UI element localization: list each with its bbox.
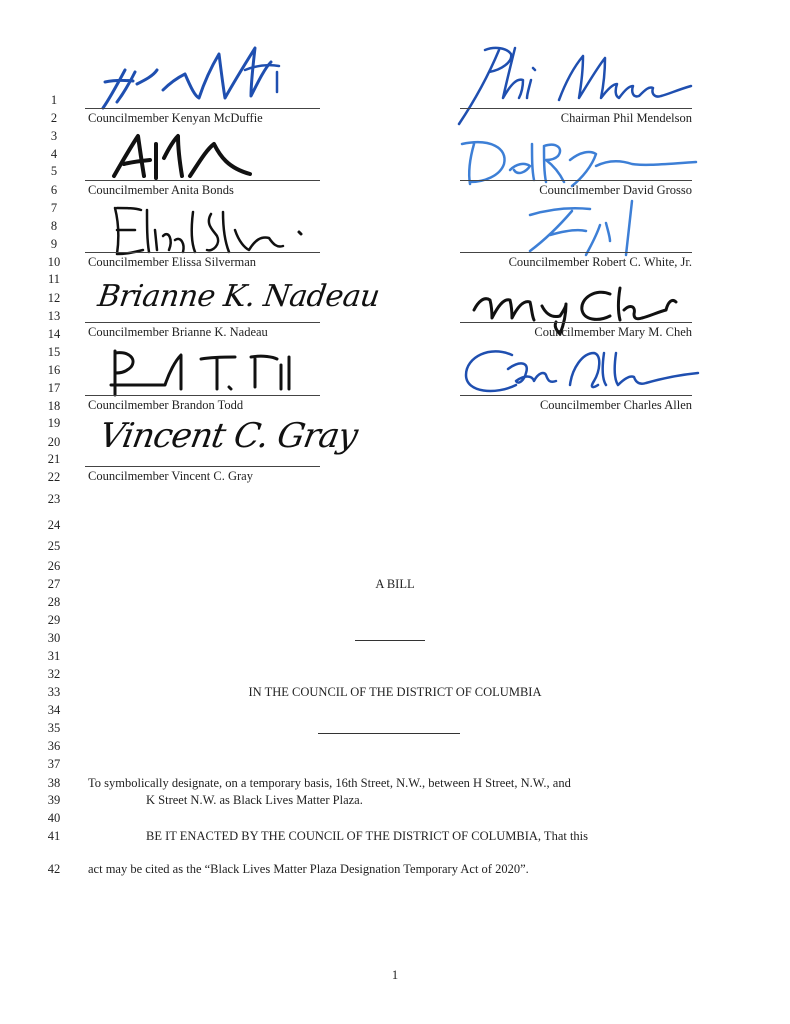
line-number: 37: [47, 757, 61, 771]
signature-line: [460, 108, 692, 109]
signature-allen: [460, 345, 700, 400]
signature-line: [85, 180, 320, 181]
signature-silverman: [105, 200, 305, 260]
council-heading: IN THE COUNCIL OF THE DISTRICT OF COLUMBIA: [248, 685, 542, 699]
signature-line: [85, 466, 320, 467]
line-number: 14: [47, 327, 61, 341]
signature-line: [460, 322, 692, 323]
line-number: 2: [50, 111, 58, 125]
signatory-name: Councilmember David Grosso: [539, 183, 692, 197]
line-number: 36: [47, 739, 61, 753]
line-number: 24: [47, 518, 61, 532]
signature-line: [85, 108, 320, 109]
bill-purpose-line-1: To symbolically designate, on a temporary basis, 16th Street, N.W., between H Street, N.W., and: [88, 776, 571, 790]
line-number: 4: [50, 147, 58, 161]
council-rule: [318, 733, 460, 734]
line-number: 11: [47, 272, 61, 286]
line-number: 21: [47, 452, 61, 466]
signatory-name: Councilmember Brianne K. Nadeau: [88, 325, 268, 339]
line-number: 28: [47, 595, 61, 609]
line-number: 32: [47, 667, 61, 681]
line-number: 35: [47, 721, 61, 735]
signature-line: [460, 252, 692, 253]
signature-gray: Vincent C. Gray: [96, 416, 361, 456]
signature-line: [85, 395, 320, 396]
line-number: 23: [47, 492, 61, 506]
line-number: 10: [47, 255, 61, 269]
signatory-name: Councilmember Kenyan McDuffie: [88, 111, 263, 125]
enacting-clause-line-2: act may be cited as the “Black Lives Matter Plaza Designation Temporary Act of 2020”.: [88, 862, 529, 876]
line-number: 38: [47, 776, 61, 790]
line-number: 17: [47, 381, 61, 395]
line-number: 20: [47, 435, 61, 449]
signature-mcduffie: [95, 40, 295, 115]
line-number: 26: [47, 559, 61, 573]
line-number: 12: [47, 291, 61, 305]
line-number: 40: [47, 811, 61, 825]
signatory-name: Councilmember Vincent C. Gray: [88, 469, 253, 483]
signatory-name: Councilmember Mary M. Cheh: [534, 325, 692, 339]
line-number: 13: [47, 309, 61, 323]
line-number: 27: [47, 577, 61, 591]
line-number: 39: [47, 793, 61, 807]
line-number: 30: [47, 631, 61, 645]
line-number: 16: [47, 363, 61, 377]
signature-line: [85, 252, 320, 253]
line-number: 7: [50, 201, 58, 215]
line-number: 42: [47, 862, 61, 876]
page-number: 1: [391, 968, 399, 982]
line-number: 3: [50, 129, 58, 143]
line-number: 19: [47, 416, 61, 430]
signature-line: [460, 395, 692, 396]
signature-white: [510, 195, 670, 260]
signatory-name: Councilmember Elissa Silverman: [88, 255, 257, 269]
signature-bonds: [110, 130, 260, 185]
signatory-name: Councilmember Brandon Todd: [88, 398, 244, 412]
line-number: 1: [50, 93, 58, 107]
line-number: 6: [50, 183, 58, 197]
line-number: 29: [47, 613, 61, 627]
signature-line: [85, 322, 320, 323]
line-number: 41: [47, 829, 61, 843]
signature-todd: [105, 345, 305, 400]
line-number: 8: [50, 219, 58, 233]
line-number: 9: [50, 237, 58, 251]
signature-nadeau: Brianne K. Nadeau: [95, 279, 382, 314]
enacting-clause-line-1: BE IT ENACTED BY THE COUNCIL OF THE DISTRICT OF COLUMBIA, That this: [146, 829, 589, 843]
signature-grosso: [460, 130, 700, 190]
signatory-name: Councilmember Anita Bonds: [88, 183, 234, 197]
heading-rule: [355, 640, 425, 641]
bill-heading: A BILL: [375, 577, 415, 591]
line-number: 15: [47, 345, 61, 359]
line-number: 5: [50, 164, 58, 178]
line-number: 22: [47, 470, 61, 484]
bill-purpose-line-2: K Street N.W. as Black Lives Matter Plaza.: [146, 793, 363, 807]
line-number: 25: [47, 539, 61, 553]
line-number: 31: [47, 649, 61, 663]
signatory-name: Chairman Phil Mendelson: [560, 111, 692, 125]
line-number: 33: [47, 685, 61, 699]
signatory-name: Councilmember Robert C. White, Jr.: [508, 255, 692, 269]
signature-line: [460, 180, 692, 181]
signatory-name: Councilmember Charles Allen: [539, 398, 692, 412]
line-number: 18: [47, 399, 61, 413]
line-number: 34: [47, 703, 61, 717]
